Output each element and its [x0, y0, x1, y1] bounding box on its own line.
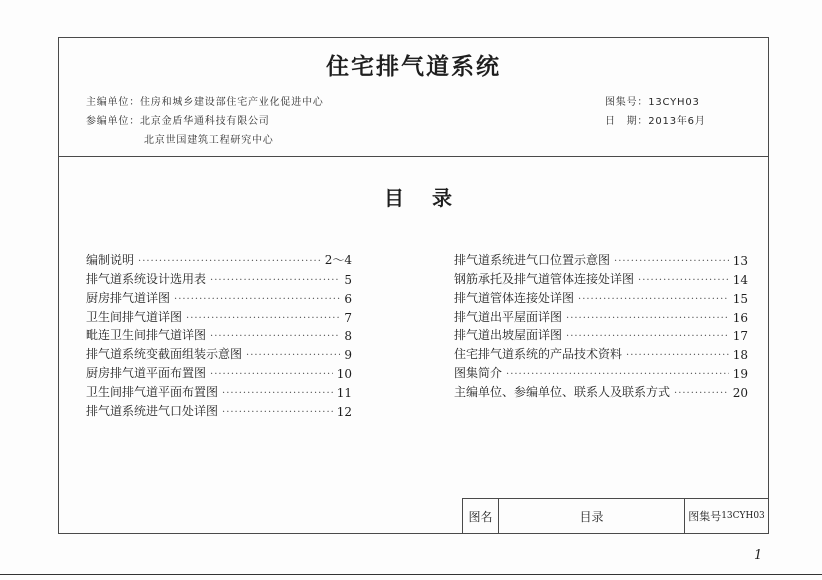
toc-entry-page: 12	[336, 405, 352, 420]
toc-entry-page: 2～4	[324, 252, 352, 267]
toc-entry-label: 排气道系统进气口处详图	[86, 404, 219, 419]
atlas-number-line	[605, 93, 700, 108]
chief-editor-unit: 住房和城乡建设部住宅产业化促进中心	[140, 97, 324, 108]
date-label: 日 期：	[605, 116, 649, 127]
toc-entry	[86, 400, 352, 419]
toc-entry-page: 13	[732, 253, 748, 268]
toc-entry-page: 5	[344, 272, 352, 287]
toc-entry-page: 7	[344, 310, 352, 325]
toc-entry-label: 主编单位、参编单位、联系人及联系方式	[454, 385, 671, 400]
toc-entry	[454, 268, 748, 287]
toc-leader-dots	[210, 331, 340, 343]
toc-entry	[454, 325, 748, 344]
toc-entry-label: 排气道管体连接处详图	[454, 290, 575, 305]
toc-entry-label: 排气道出平屋面详图	[454, 309, 563, 324]
toc-entry-page: 17	[732, 329, 748, 344]
toc-entry-page: 9	[344, 348, 352, 363]
page-number: 1	[754, 548, 763, 563]
toc-leader-dots	[566, 331, 729, 343]
title-block-atlas	[685, 499, 768, 533]
toc-entry-label: 排气道系统变截面组装示意图	[86, 347, 243, 362]
toc-heading: 目录	[384, 186, 480, 210]
toc-entry-page: 19	[732, 367, 748, 382]
atlas-number-label: 图集号：	[605, 97, 649, 108]
toc-entry-label: 卫生间排气道详图	[86, 309, 183, 324]
title-block-name-label: 图名	[463, 499, 499, 533]
toc-leader-dots	[186, 313, 340, 325]
toc-leader-dots	[174, 294, 340, 306]
toc-entry	[86, 268, 352, 287]
toc-entry	[454, 381, 748, 400]
toc-left-column	[86, 249, 352, 419]
toc-right-column	[454, 249, 748, 400]
chief-editor-line	[86, 93, 324, 108]
toc-entry-page: 6	[344, 291, 352, 306]
co-editor-unit: 北京金盾华通科技有限公司	[140, 116, 270, 127]
toc-entry-label: 毗连卫生间排气道详图	[86, 328, 207, 343]
toc-entry	[454, 362, 748, 381]
toc-leader-dots	[210, 369, 333, 381]
toc-entry-label: 图集简介	[454, 366, 503, 381]
toc-leader-dots	[578, 294, 729, 306]
toc-entry	[454, 287, 748, 306]
toc-leader-dots	[210, 275, 340, 287]
toc-entry	[86, 325, 352, 344]
toc-leader-dots	[638, 275, 729, 287]
toc-entry-page: 14	[732, 272, 748, 287]
toc-entry	[454, 306, 748, 325]
toc-entry-page: 10	[336, 367, 352, 382]
toc-entry	[86, 343, 352, 362]
toc-leader-dots	[674, 388, 729, 400]
toc-entry	[86, 249, 352, 268]
toc-entry-label: 厨房排气道详图	[86, 290, 171, 305]
atlas-number-value: 13CYH03	[648, 97, 700, 108]
co-editor-line	[86, 112, 270, 127]
toc-leader-dots	[246, 350, 340, 362]
title-block-atlas-label: 图集号	[688, 510, 722, 523]
toc-entry-page: 20	[732, 386, 748, 401]
toc-entry	[454, 249, 748, 268]
toc-entry-label: 排气道出坡屋面详图	[454, 328, 563, 343]
toc-entry	[86, 306, 352, 325]
toc-leader-dots	[506, 369, 729, 381]
document-title: 住宅排气道系统	[326, 54, 501, 80]
co-editor-unit-2: 北京世国建筑工程研究中心	[144, 135, 274, 146]
toc-entry	[86, 381, 352, 400]
title-block-atlas-value: 13CYH03	[721, 511, 765, 521]
header-divider	[58, 156, 769, 157]
date-line	[605, 112, 706, 127]
date-value: 2013年6月	[648, 116, 706, 127]
toc-entry-label: 钢筋承托及排气道管体连接处详图	[454, 271, 635, 286]
toc-entry	[86, 287, 352, 306]
toc-entry-label: 卫生间排气道平面布置图	[86, 385, 219, 400]
toc-entry-page: 16	[732, 310, 748, 325]
toc-leader-dots	[626, 350, 729, 362]
toc-leader-dots	[222, 388, 333, 400]
co-editor-label: 参编单位：	[86, 116, 140, 127]
toc-leader-dots	[614, 256, 729, 268]
toc-entry-label: 编制说明	[86, 252, 135, 267]
toc-entry	[86, 362, 352, 381]
toc-entry-label: 排气道系统设计选用表	[86, 271, 207, 286]
bottom-rule	[0, 574, 822, 575]
toc-entry-label: 排气道系统进气口位置示意图	[454, 252, 611, 267]
toc-entry	[454, 343, 748, 362]
toc-entry-page: 8	[344, 329, 352, 344]
toc-leader-dots	[566, 313, 729, 325]
toc-entry-label: 住宅排气道系统的产品技术资料	[454, 347, 623, 362]
toc-entry-page: 11	[336, 386, 352, 401]
title-block	[462, 498, 769, 534]
toc-entry-page: 15	[732, 291, 748, 306]
title-block-name-value: 目录	[499, 499, 685, 533]
toc-entry-label: 厨房排气道平面布置图	[86, 366, 207, 381]
chief-editor-label: 主编单位：	[86, 97, 140, 108]
toc-entry-page: 18	[732, 348, 748, 363]
toc-leader-dots	[138, 256, 321, 268]
toc-leader-dots	[222, 407, 333, 419]
